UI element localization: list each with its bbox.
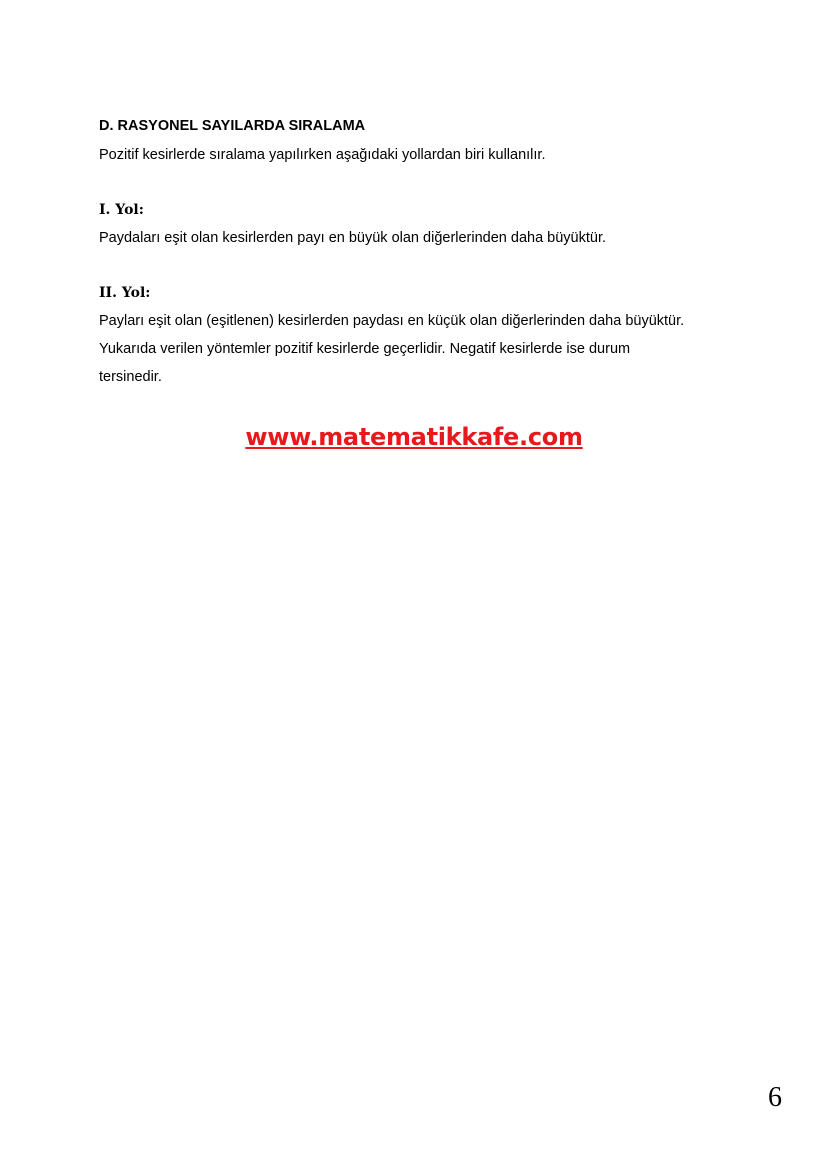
method2-line: Yukarıda verilen yöntemler pozitif kesirlerde geçerlidir. Negatif kesirlerde ise durum: [99, 341, 631, 357]
method2-heading: II. Yol:: [99, 285, 151, 301]
method1-heading: I. Yol:: [99, 202, 144, 218]
website-link[interactable]: www.matematikkafe.com: [245, 423, 583, 451]
method2-line: Payları eşit olan (eşitlenen) kesirlerden paydası en küçük olan diğerlerinden daha büyüktür.: [99, 313, 685, 329]
method1-text: Paydaları eşit olan kesirlerden payı en büyük olan diğerlerinden daha büyüktür.: [99, 230, 607, 246]
method2-line: tersinedir.: [99, 369, 162, 385]
section-title: D. RASYONEL SAYILARDA SIRALAMA: [99, 118, 366, 134]
intro-text: Pozitif kesirlerde sıralama yapılırken aşağıdaki yollardan biri kullanılır.: [99, 147, 546, 163]
page-number: 6: [768, 1082, 782, 1113]
